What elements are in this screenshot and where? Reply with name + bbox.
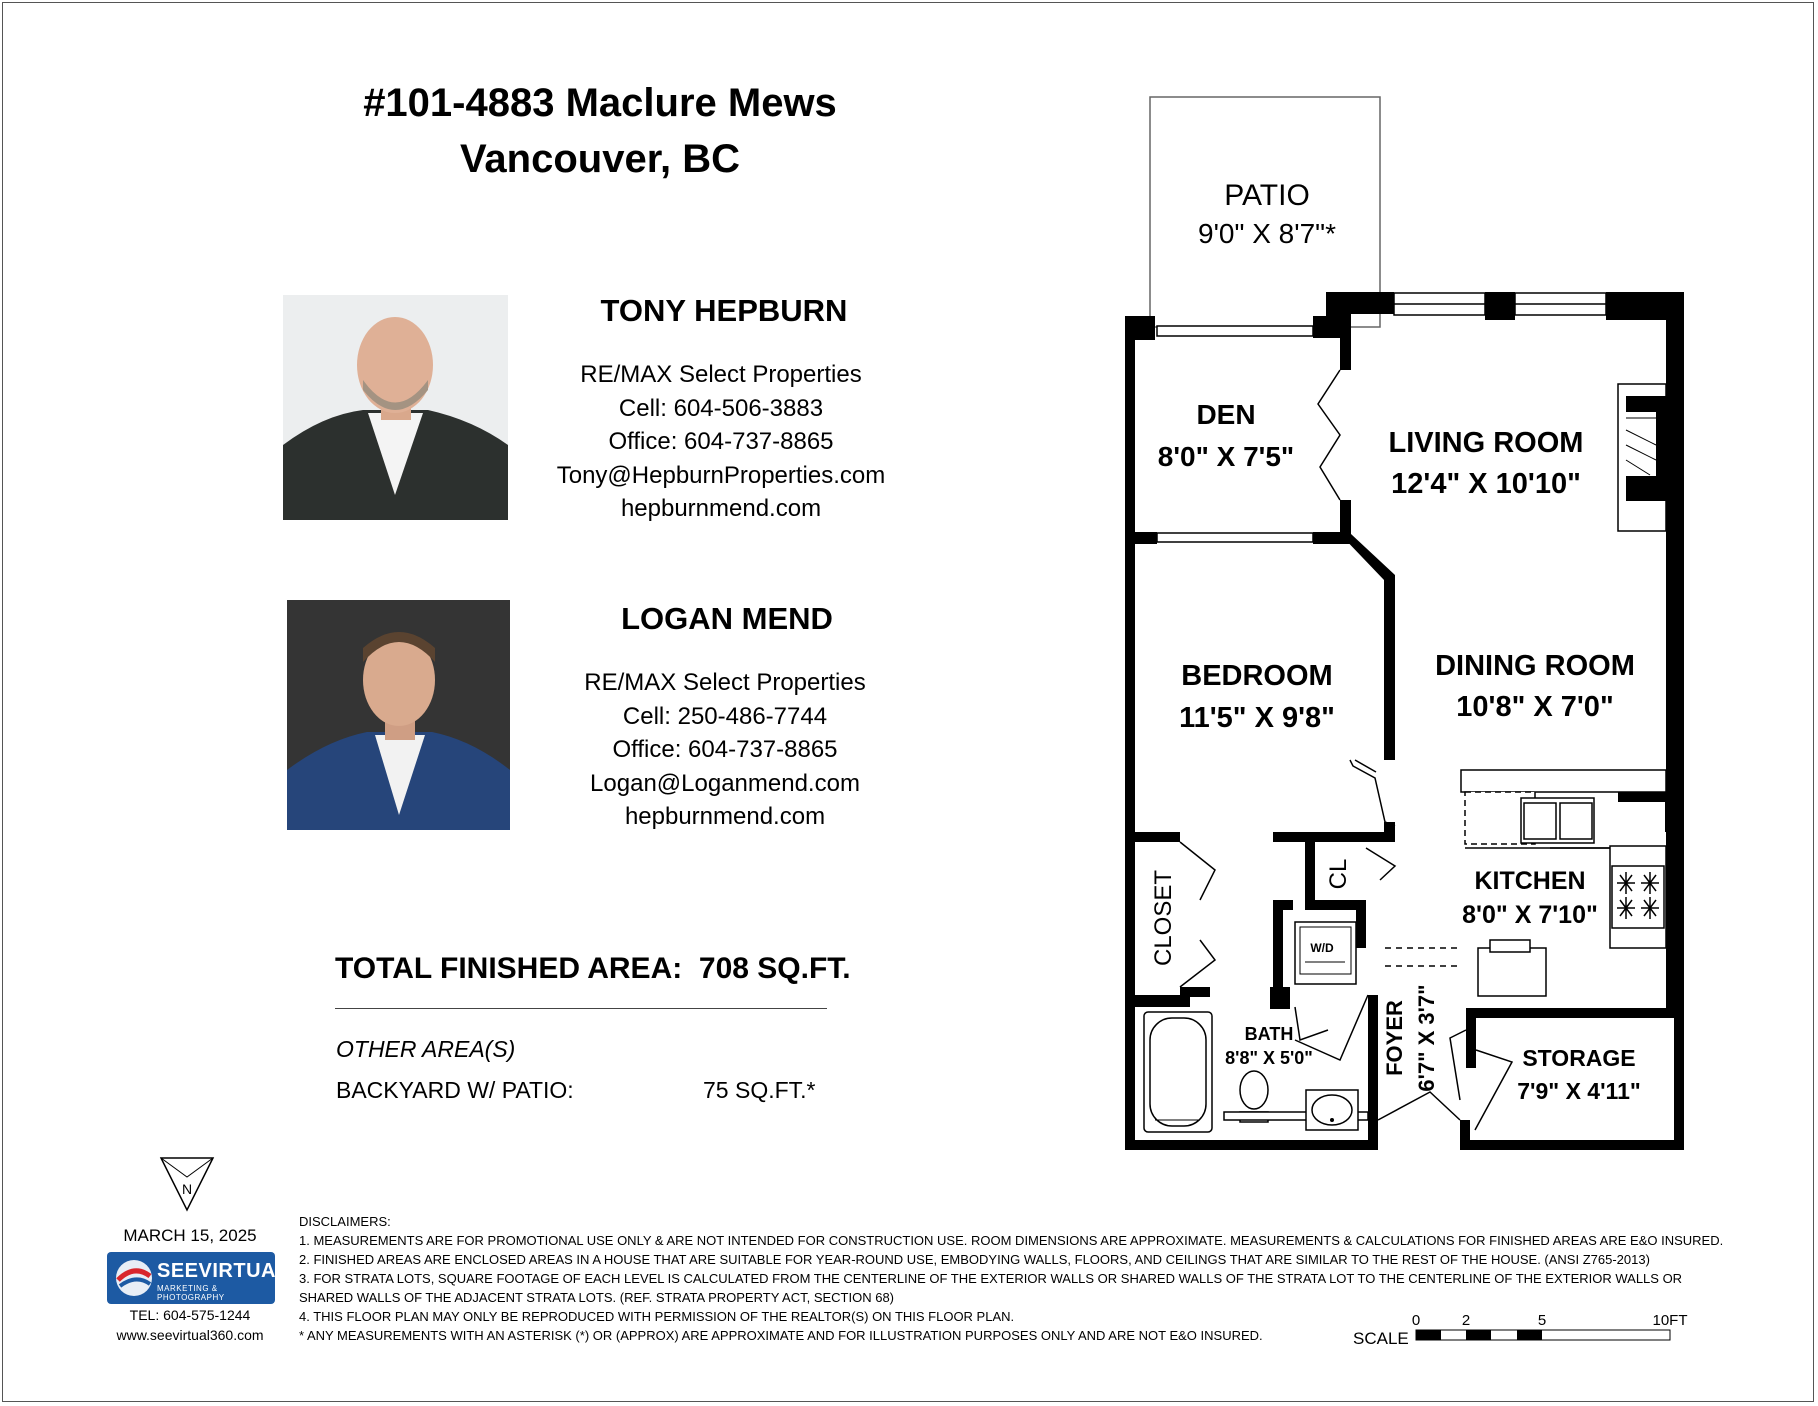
storage-dims: 7'9" X 4'11": [1517, 1078, 1641, 1104]
den-name: DEN: [1196, 399, 1256, 430]
wd-name: W/D: [1310, 941, 1334, 955]
bath-dims: 8'8" X 5'0": [1225, 1048, 1313, 1068]
agent-email[interactable]: Tony@HepburnProperties.com: [556, 461, 886, 489]
disclaimer-line: SHARED WALLS OF THE ADJACENT STRATA LOTS. (REF. STRATA PROPERTY ACT, SECTION 68): [299, 1290, 894, 1305]
disclaimer-line: 2. FINISHED AREAS ARE ENCLOSED AREAS IN A HOUSE THAT ARE SUITABLE FOR YEAR-ROUND USE, EMBODYING WALLS, FLOORS, AND CEILINGS THAT ARE SIMILAR TO THE REST OF THE HOUSE. (ANSI Z765-2013): [299, 1252, 1650, 1267]
agent-cell: Cell: 604-506-3883: [618, 394, 824, 422]
scale-bar: [1353, 1312, 1688, 1348]
disclaimers-heading: DISCLAIMERS:: [299, 1214, 391, 1229]
disclaimer-line: 4. THIS FLOOR PLAN MAY ONLY BE REPRODUCED WITH PERMISSION OF THE REALTOR(S) ON THIS FLOOR PLAN.: [299, 1309, 1015, 1324]
address-line-2: Vancouver, BC: [459, 137, 741, 181]
company-website[interactable]: www.seevirtual360.com: [116, 1327, 264, 1343]
living-room-name: LIVING ROOM: [1388, 427, 1584, 459]
foyer-opening: [1385, 948, 1462, 966]
backyard-label: BACKYARD W/ PATIO:: [336, 1077, 574, 1103]
scale-tick: 10FT: [1652, 1312, 1688, 1329]
agent-office: Office: 604-737-8865: [608, 428, 834, 455]
agent-company: RE/MAX Select Properties: [580, 361, 862, 388]
agent-name-tony: TONY HEPBURN: [600, 293, 848, 328]
agent-website[interactable]: hepburnmend.com: [624, 803, 826, 830]
agent-name-logan: LOGAN MEND: [621, 601, 833, 636]
logo-text: SEEVIRTUAL: [157, 1260, 289, 1282]
kitchen-dims: 8'0" X 7'10": [1462, 901, 1598, 929]
agent-company: RE/MAX Select Properties: [584, 669, 866, 696]
living-room-dims: 12'4" X 10'10": [1391, 468, 1581, 500]
den-dims: 8'0" X 7'5": [1157, 441, 1295, 472]
north-label: N: [181, 1181, 193, 1197]
scale-label: SCALE: [1353, 1329, 1409, 1348]
plan-date: MARCH 15, 2025: [123, 1226, 257, 1245]
company-tel: TEL: 604-575-1244: [129, 1307, 251, 1323]
disclaimer-line: 1. MEASUREMENTS ARE FOR PROMOTIONAL USE ONLY & ARE NOT INTENDED FOR CONSTRUCTION USE. ROOM DIMENSIONS ARE APPROXIMATE. MEASUREMENTS & CALCULATIONS FOR FINISHED AREAS ARE E&O INSURED.: [299, 1233, 1724, 1248]
disclaimer-line: * ANY MEASUREMENTS WITH AN ASTERISK (*) OR (APPROX) ARE APPROXIMATE AND FOR ILLUSTRATION PURPOSES ONLY AND ARE NOT E&O INSURED.: [299, 1328, 1263, 1343]
scale-tick: 5: [1537, 1312, 1547, 1329]
scale-tick: 2: [1461, 1312, 1471, 1329]
foyer-dims: 6'7" X 3'7": [1414, 984, 1439, 1092]
total-area-value: 708 SQ.FT.: [698, 952, 851, 985]
scale-tick: 0: [1411, 1312, 1421, 1329]
bedroom-dims: 11'5" X 9'8": [1179, 702, 1335, 734]
dining-room-name: DINING ROOM: [1435, 650, 1635, 682]
agent-email[interactable]: Logan@Loganmend.com: [590, 769, 860, 797]
logo-subtext: MARKETING & PHOTOGRAPHY: [157, 1284, 225, 1302]
patio-dims: 9'0" X 8'7"*: [1198, 218, 1336, 249]
dining-room-dims: 10'8" X 7'0": [1456, 691, 1614, 723]
room-labels: [1150, 179, 1641, 1104]
storage-name: STORAGE: [1522, 1045, 1636, 1071]
kitchen-name: KITCHEN: [1474, 867, 1586, 895]
foyer-name: FOYER: [1382, 1000, 1407, 1076]
agent-cell: Cell: 250-486-7744: [622, 702, 828, 730]
other-areas-heading: OTHER AREA(S): [336, 1036, 516, 1062]
backyard-value: 75 SQ.FT.*: [703, 1077, 816, 1103]
agent-website[interactable]: hepburnmend.com: [620, 495, 822, 522]
fireplace: [1618, 384, 1666, 531]
bath-name: BATH: [1244, 1024, 1294, 1044]
agent-office: Office: 604-737-8865: [612, 736, 838, 763]
disclaimer-line: 3. FOR STRATA LOTS, SQUARE FOOTAGE OF EACH LEVEL IS CALCULATED FROM THE CENTERLINE OF THE EXTERIOR WALLS OR SHARED WALLS OF THE STRATA LOT TO THE CENTERLINE OF THE EXTERIOR WALLS OR: [299, 1271, 1683, 1286]
closet-name: CLOSET: [1150, 869, 1177, 967]
patio-name: PATIO: [1224, 179, 1310, 212]
cl-name: CL: [1325, 858, 1352, 890]
address-line-1: #101-4883 Maclure Mews: [363, 81, 837, 125]
bedroom-name: BEDROOM: [1181, 660, 1333, 692]
total-area-label: TOTAL FINISHED AREA:: [335, 952, 683, 985]
